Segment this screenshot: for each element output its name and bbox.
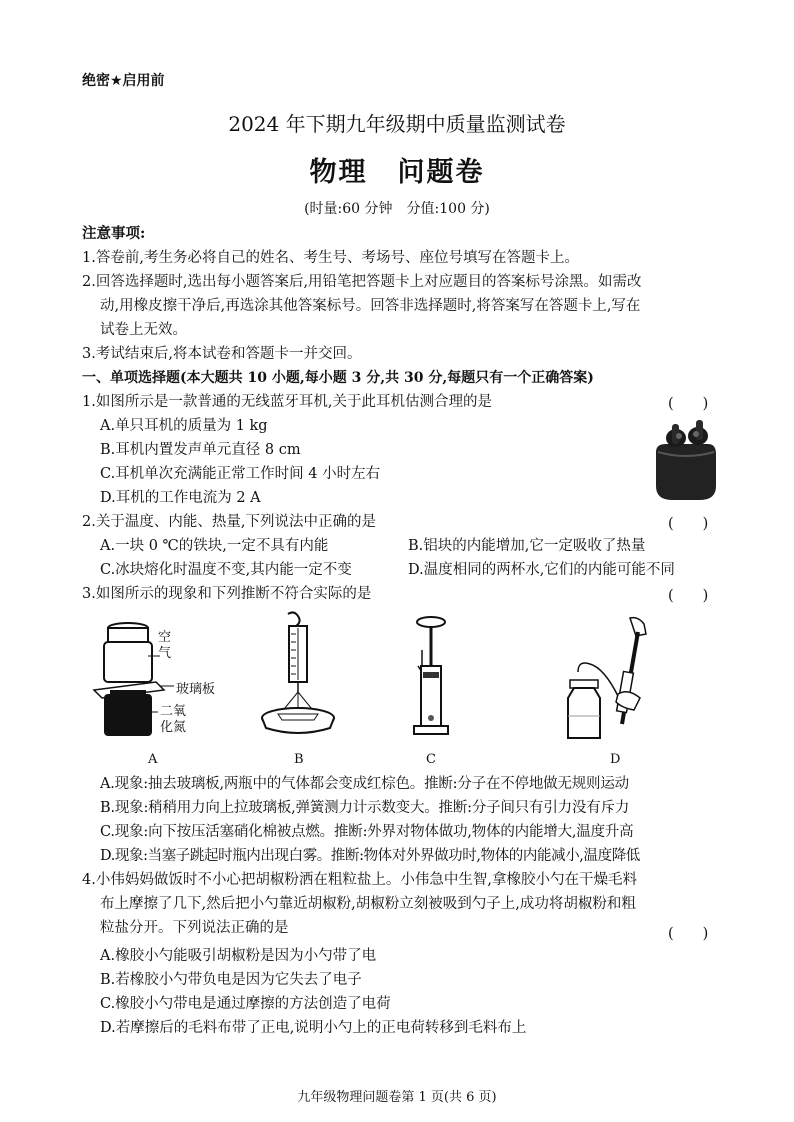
notes-heading: 注意事项: xyxy=(82,225,146,242)
q3-option-c: C.现象:向下按压活塞硝化棉被点燃。推断:外界对物体做功,物体的内能增大,温度升高 xyxy=(100,824,634,840)
notes-line: 试卷上无效。 xyxy=(100,322,187,338)
q1-stem: 1.如图所示是一款普通的无线蓝牙耳机,关于此耳机估测合理的是 xyxy=(82,394,492,410)
q1-answer-paren: ( ) xyxy=(668,396,709,412)
subject-name: 物理 xyxy=(309,157,368,188)
page-footer: 九年级物理问题卷第 1 页(共 6 页) xyxy=(297,1090,497,1105)
fig-label-a: A xyxy=(148,752,158,767)
notes-line: 1.答卷前,考生务必将自己的姓名、考生号、考场号、座位号填写在答题卡上。 xyxy=(82,250,579,266)
fig-a-air-label-2: 气 xyxy=(158,645,172,660)
q2-stem: 2.关于温度、内能、热量,下列说法中正确的是 xyxy=(82,514,376,530)
exam-timing: (时量:60 分钟 分值:100 分) xyxy=(304,201,490,217)
fig-label-b: B xyxy=(294,752,304,767)
q3-answer-paren: ( ) xyxy=(668,588,709,604)
q1-option-c: C.耳机单次充满能正常工作时间 4 小时左右 xyxy=(100,466,381,482)
figure-d-bottle-pump xyxy=(560,612,660,744)
section-heading: 一、单项选择题(本大题共 10 小题,每小题 3 分,共 30 分,每题只有一个正确答案) xyxy=(82,370,594,386)
q3-option-d: D.现象:当塞子跳起时瓶内出现白雾。推断:物体对外界做功时,物体的内能减小,温度降低 xyxy=(100,848,640,864)
q1-option-b: B.耳机内置发声单元直径 8 cm xyxy=(100,442,301,458)
fig-a-glass-label: 玻璃板 xyxy=(176,681,216,696)
q2-option-b: B.铝块的内能增加,它一定吸收了热量 xyxy=(408,538,646,554)
q4-answer-paren: ( ) xyxy=(668,926,709,942)
notes-line: 3.考试结束后,将本试卷和答题卡一并交回。 xyxy=(82,346,362,362)
paper-type: 问题卷 xyxy=(397,157,485,188)
notes-line: 2.回答选择题时,选出每小题答案后,用铅笔把答题卡上对应题目的答案标号涂黑。如需改 xyxy=(82,274,642,290)
confidential-mark: 绝密★启用前 xyxy=(82,73,165,89)
figure-c-fire-syringe xyxy=(408,614,454,738)
q3-option-a: A.现象:抽去玻璃板,两瓶中的气体都会变成红棕色。推断:分子在不停地做无规则运动 xyxy=(100,776,629,792)
q4-stem-line: 布上摩擦了几下,然后把小勺靠近胡椒粉,胡椒粉立刻被吸到勺子上,成功将胡椒粉和粗 xyxy=(100,896,636,912)
q4-stem-line: 粒盐分开。下列说法正确的是 xyxy=(100,920,289,936)
fig-label-d: D xyxy=(610,752,621,767)
q4-option-b: B.若橡胶小勺带负电是因为它失去了电子 xyxy=(100,972,362,988)
earbuds-image xyxy=(652,416,720,502)
fig-a-no2-label-2: 化氮 xyxy=(160,719,187,734)
subject-title xyxy=(0,150,794,189)
q4-option-c: C.橡胶小勺带电是通过摩擦的方法创造了电荷 xyxy=(100,996,391,1012)
q3-stem: 3.如图所示的现象和下列推断不符合实际的是 xyxy=(82,586,372,602)
q4-option-a: A.橡胶小勺能吸引胡椒粉是因为小勺带了电 xyxy=(100,948,377,964)
q4-stem-line: 4.小伟妈妈做饭时不小心把胡椒粉洒在粗粒盐上。小伟急中生智,拿橡胶小勺在干燥毛料 xyxy=(82,872,637,888)
q1-option-d: D.耳机的工作电流为 2 A xyxy=(100,490,261,506)
exam-title: 2024 年下期九年级期中质量监测试卷 xyxy=(228,112,566,136)
q4-option-d: D.若摩擦后的毛料布带了正电,说明小勺上的正电荷转移到毛料布上 xyxy=(100,1020,527,1036)
q3-option-b: B.现象:稍稍用力向上拉玻璃板,弹簧测力计示数变大。推断:分子间只有引力没有斥力 xyxy=(100,800,630,816)
q1-option-a: A.单只耳机的质量为 1 kg xyxy=(100,418,268,434)
fig-label-c: C xyxy=(426,752,436,767)
q2-option-d: D.温度相同的两杯水,它们的内能可能不同 xyxy=(408,562,675,578)
notes-line: 动,用橡皮擦干净后,再选涂其他答案标号。回答非选择题时,将答案写在答题卡上,写在 xyxy=(100,298,641,314)
q2-answer-paren: ( ) xyxy=(668,516,709,532)
fig-a-no2-label-1: 二氧 xyxy=(160,703,187,718)
figure-b-spring-scale xyxy=(258,610,342,740)
fig-a-air-label-1: 空 xyxy=(158,629,172,644)
q2-option-c: C.冰块熔化时温度不变,其内能一定不变 xyxy=(100,562,352,578)
q2-option-a: A.一块 0 ℃的铁块,一定不具有内能 xyxy=(100,538,329,554)
